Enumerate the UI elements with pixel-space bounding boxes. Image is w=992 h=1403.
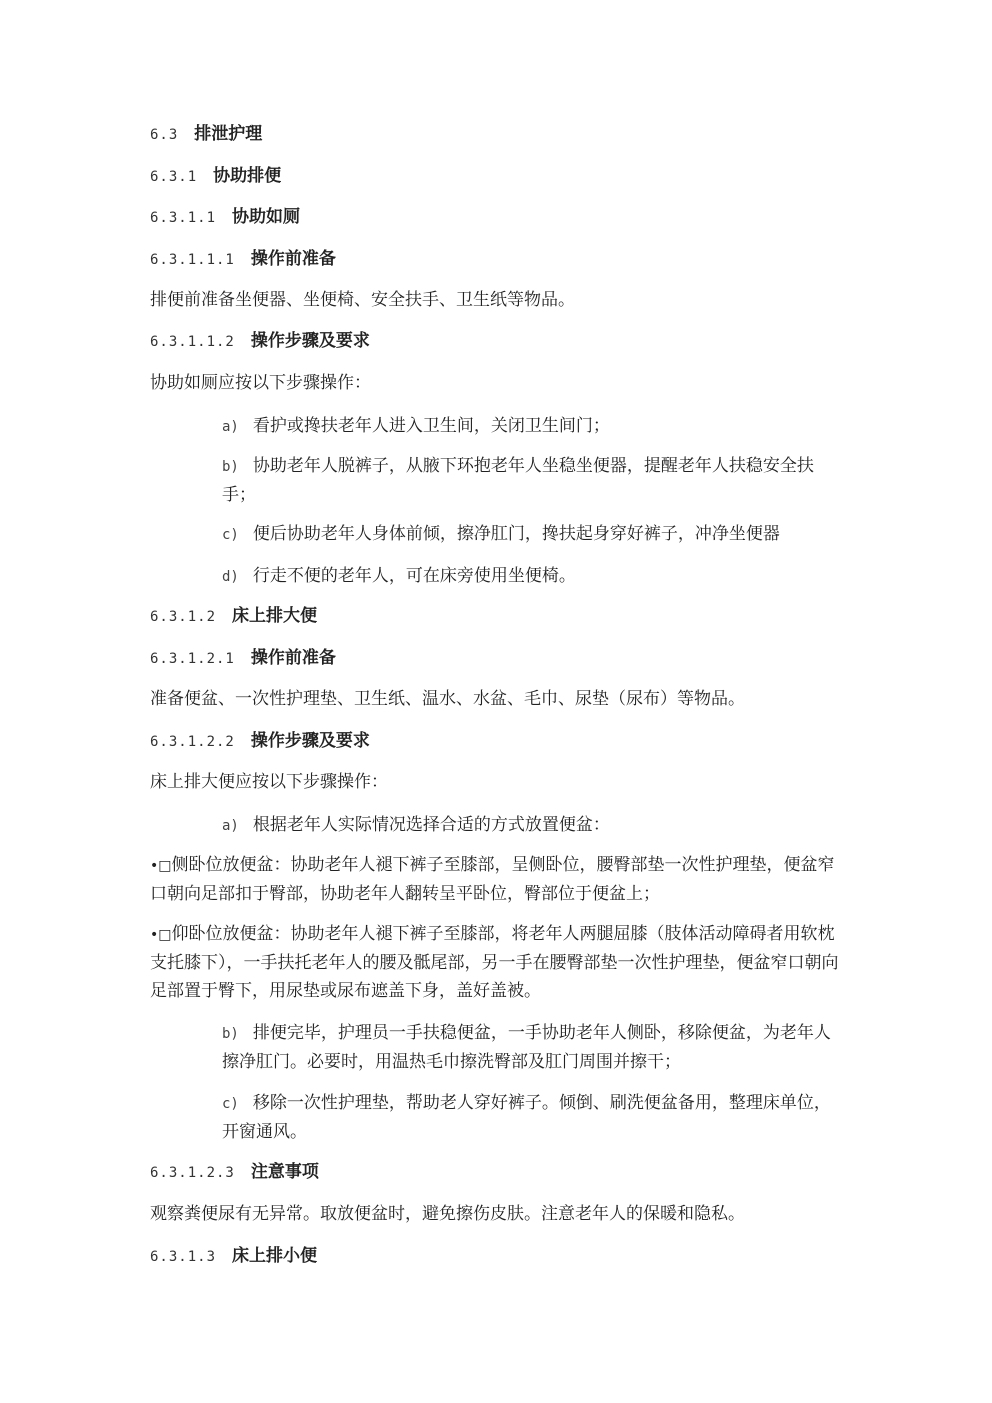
list-marker: a) xyxy=(222,818,239,834)
bullet-text: 侧卧位放便盆：协助老年人褪下裤子至膝部，呈侧卧位，腰臀部垫一次性护理垫，便盆窄口朝向足部扣于臀部，协助老年人翻转呈平卧位，臀部位于便盆上； xyxy=(150,855,835,904)
section-heading-6-3-1-1-1 xyxy=(150,246,336,273)
list-item-toilet-b xyxy=(222,452,842,509)
section-number: 6.3.1.1 xyxy=(150,210,217,226)
section-title: 注意事项 xyxy=(250,1162,319,1182)
list-text: 便后协助老年人身体前倾，擦净肛门，搀扶起身穿好裤子，冲净坐便器 xyxy=(252,524,780,544)
bullet-icon: •□ xyxy=(150,927,172,943)
paragraph-toilet-intro: 协助如厕应按以下步骤操作： xyxy=(150,373,371,393)
section-number: 6.3.1 xyxy=(150,169,198,185)
list-item-bed-a xyxy=(222,811,842,840)
bullet-text: 仰卧位放便盆：协助老年人褪下裤子至膝部，将老年人两腿屈膝（肢体活动障碍者用软枕支托膝下），一手扶托老年人的腰及骶尾部，另一手在腰臀部垫一次性护理垫，便盆窄口朝向足部置于臀下，用尿垫或尿布遮盖下身，盖好盖被。 xyxy=(150,924,839,1001)
section-title: 操作前准备 xyxy=(250,249,336,269)
section-heading-6-3-1-2 xyxy=(150,603,317,630)
list-marker: b) xyxy=(222,459,239,475)
section-title: 床上排小便 xyxy=(232,1246,318,1266)
section-title: 操作前准备 xyxy=(250,648,336,668)
list-marker: a) xyxy=(222,419,239,435)
list-marker: c) xyxy=(222,1096,239,1112)
bullet-supine xyxy=(150,920,850,1005)
paragraph-bed-intro: 床上排大便应按以下步骤操作： xyxy=(150,772,388,792)
section-heading-6-3-1-1 xyxy=(150,204,300,231)
paragraph-notes: 观察粪便尿有无异常。取放便盆时，避免擦伤皮肤。注意老年人的保暖和隐私。 xyxy=(150,1204,745,1224)
list-text: 看护或搀扶老年人进入卫生间，关闭卫生间门； xyxy=(252,416,610,436)
list-item-toilet-c xyxy=(222,520,842,549)
section-heading-6-3-1-3 xyxy=(150,1243,317,1270)
paragraph-bed-prep: 准备便盆、一次性护理垫、卫生纸、温水、水盆、毛巾、尿垫（尿布）等物品。 xyxy=(150,689,745,709)
section-number: 6.3.1.1.2 xyxy=(150,334,235,350)
section-heading-6-3-1-2-1 xyxy=(150,645,336,672)
section-number: 6.3.1.2.3 xyxy=(150,1165,235,1181)
section-heading-6-3-1 xyxy=(150,163,281,190)
section-heading-6-3-1-2-3 xyxy=(150,1159,319,1186)
list-text: 行走不便的老年人，可在床旁使用坐便椅。 xyxy=(252,566,576,586)
section-title: 协助排便 xyxy=(213,166,282,186)
bullet-side-lying xyxy=(150,851,850,908)
list-marker: b) xyxy=(222,1026,239,1042)
section-title: 床上排大便 xyxy=(232,606,318,626)
list-item-toilet-a xyxy=(222,412,842,441)
section-number: 6.3.1.2.1 xyxy=(150,651,235,667)
paragraph-toilet-prep: 排便前准备坐便器、坐便椅、安全扶手、卫生纸等物品。 xyxy=(150,290,575,310)
section-title: 排泄护理 xyxy=(194,124,263,144)
section-title: 操作步骤及要求 xyxy=(250,731,370,751)
section-heading-6-3 xyxy=(150,121,262,148)
list-item-bed-b xyxy=(222,1019,842,1076)
list-text: 排便完毕，护理员一手扶稳便盆，一手协助老年人侧卧，移除便盆，为老年人擦净肛门。必要时，用温热毛巾擦洗臀部及肛门周围并擦干； xyxy=(222,1023,831,1072)
list-text: 移除一次性护理垫，帮助老人穿好裤子。倾倒、刷洗便盆备用，整理床单位，开窗通风。 xyxy=(222,1093,831,1142)
section-number: 6.3.1.2.2 xyxy=(150,734,235,750)
section-title: 协助如厕 xyxy=(232,207,301,227)
section-number: 6.3.1.3 xyxy=(150,1249,217,1265)
section-number: 6.3.1.2 xyxy=(150,609,217,625)
section-title: 操作步骤及要求 xyxy=(250,331,370,351)
section-heading-6-3-1-1-2 xyxy=(150,328,370,355)
list-marker: c) xyxy=(222,527,239,543)
section-number: 6.3 xyxy=(150,127,179,143)
list-text: 根据老年人实际情况选择合适的方式放置便盆： xyxy=(252,815,610,835)
list-marker: d) xyxy=(222,569,239,585)
section-heading-6-3-1-2-2 xyxy=(150,728,370,755)
list-item-toilet-d xyxy=(222,562,842,591)
bullet-icon: •□ xyxy=(150,858,172,874)
list-text: 协助老年人脱裤子，从腋下环抱老年人坐稳坐便器，提醒老年人扶稳安全扶手； xyxy=(222,456,814,505)
list-item-bed-c xyxy=(222,1089,842,1146)
section-number: 6.3.1.1.1 xyxy=(150,252,235,268)
